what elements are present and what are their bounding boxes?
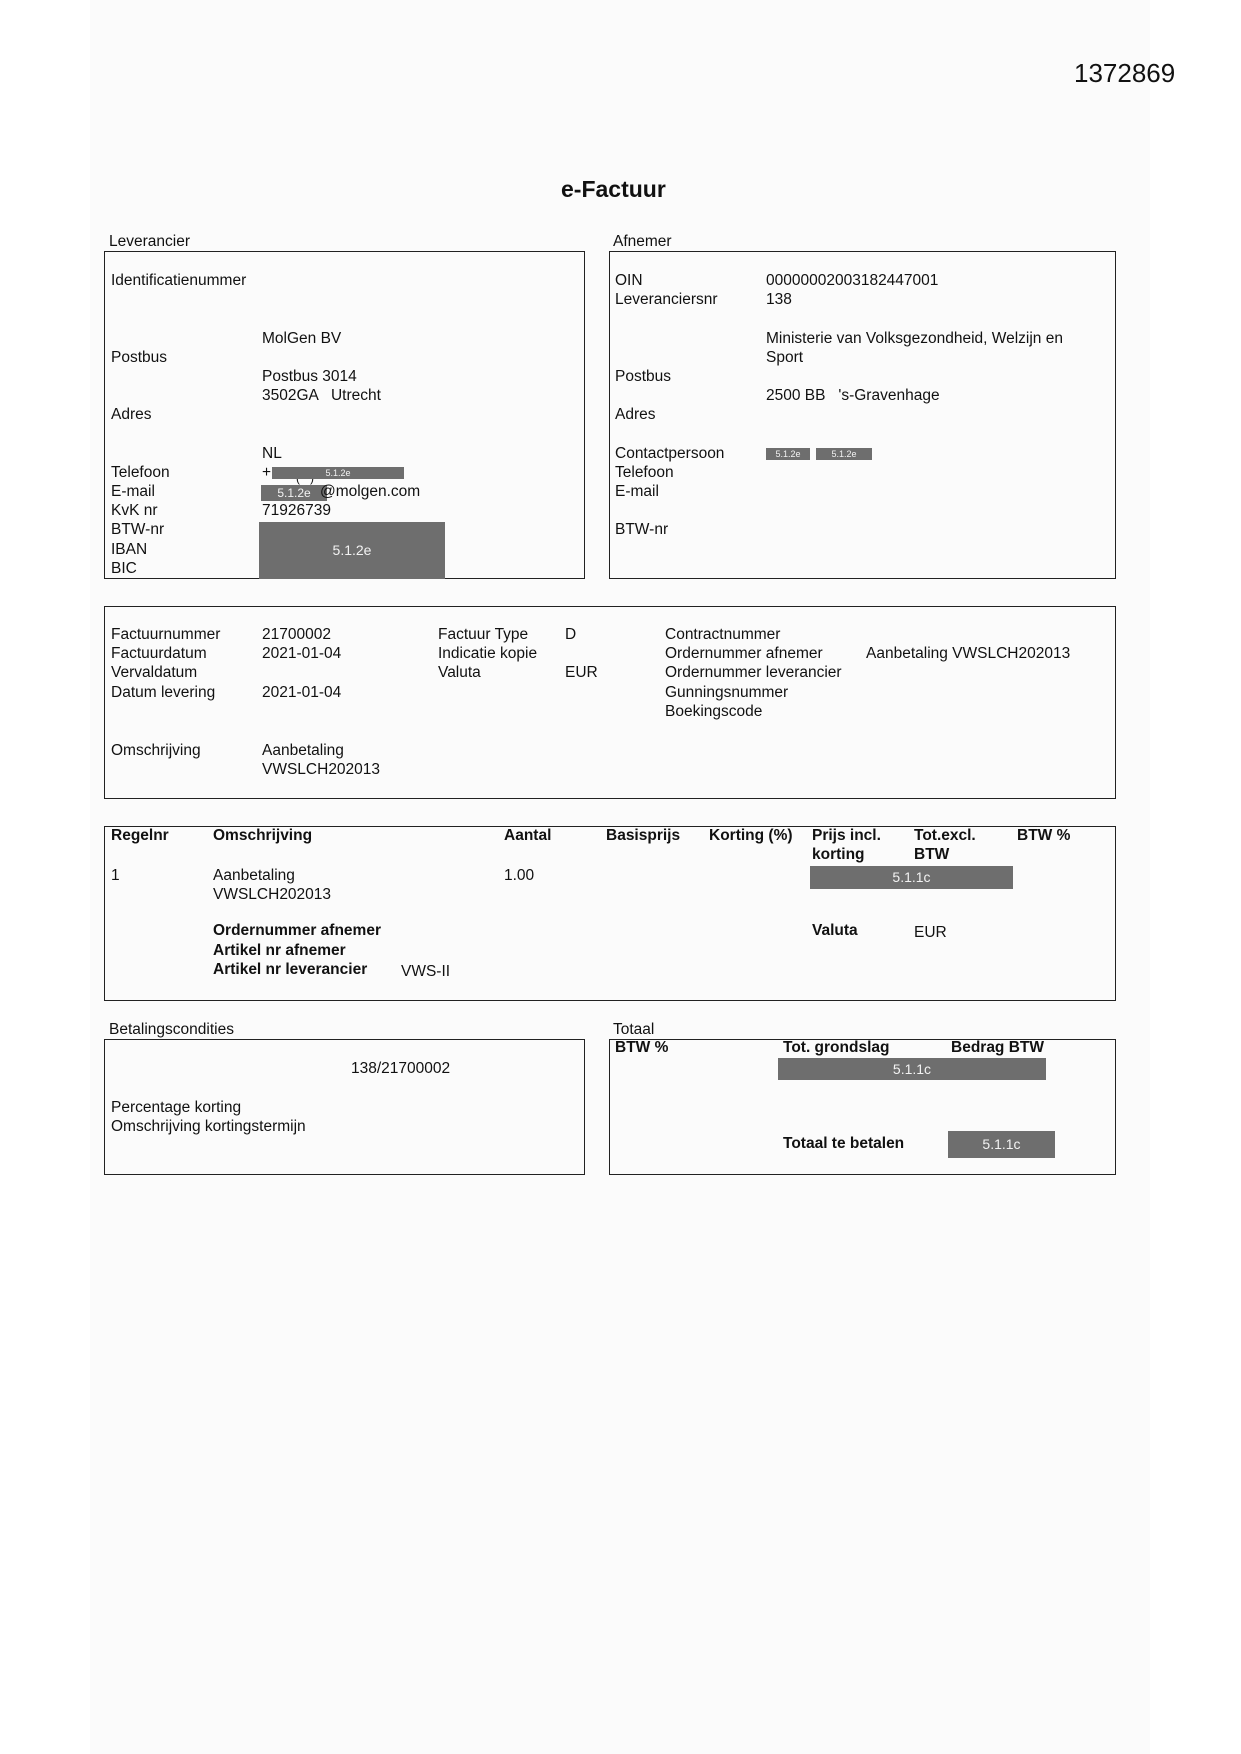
totaal-te-betalen-label: Totaal te betalen (783, 1135, 905, 1152)
postbus-label: Postbus (111, 349, 168, 366)
oin-label: OIN (615, 272, 643, 289)
artikel-leverancier-value: VWS-II (401, 963, 451, 980)
invoice-details-box (104, 606, 1116, 799)
col-prijs-line1: Prijs incl. (812, 827, 881, 844)
ordernummer-leverancier-label: Ordernummer leverancier (665, 664, 842, 681)
adres-label: Adres (111, 406, 152, 423)
redaction-bank: 5.1.2e (259, 522, 445, 579)
totaal-bedrag-header: Bedrag BTW (951, 1039, 1044, 1056)
boekingscode-label: Boekingscode (665, 703, 763, 720)
totaal-section-label: Totaal (613, 1021, 655, 1038)
document-number: 1372869 (1074, 58, 1176, 88)
identificatienummer-label: Identificatienummer (111, 272, 247, 289)
row-omschrijving-line2: VWSLCH202013 (213, 886, 332, 903)
line-valuta-label: Valuta (812, 922, 858, 939)
redaction-phone: 5.1.2e (272, 467, 404, 479)
row-omschrijving-line1: Aanbetaling (213, 867, 295, 884)
omschrijving-line1: Aanbetaling (262, 742, 344, 759)
vervaldatum-label: Vervaldatum (111, 664, 198, 681)
col-btw: BTW % (1017, 827, 1071, 844)
percentage-korting-label: Percentage korting (111, 1099, 242, 1116)
leveranciersnr-value: 138 (766, 291, 792, 308)
redaction-line-amounts: 5.1.1c (810, 866, 1013, 889)
leverancier-section-label: Leverancier (109, 233, 190, 250)
redaction-contact-1: 5.1.2e (766, 448, 810, 460)
col-totexcl-line2: BTW (914, 846, 950, 863)
afnemer-telefoon-label: Telefoon (615, 464, 674, 481)
col-omschrijving: Omschrijving (213, 827, 313, 844)
telefoon-label: Telefoon (111, 464, 170, 481)
bic-label: BIC (111, 560, 137, 577)
totaal-btw-header: BTW % (615, 1039, 669, 1056)
customer-name-line2: Sport (766, 349, 804, 366)
artikel-leverancier-label: Artikel nr leverancier (213, 961, 368, 978)
factuur-type-label: Factuur Type (438, 626, 529, 643)
redaction-totaal-te-betalen: 5.1.1c (948, 1131, 1055, 1158)
valuta-value: EUR (565, 664, 598, 681)
supplier-name: MolGen BV (262, 330, 342, 347)
ordernummer-afnemer-label-line: Ordernummer afnemer (213, 922, 381, 939)
omschrijving-label: Omschrijving (111, 742, 201, 759)
ordernummer-afnemer-value: Aanbetaling VWSLCH202013 (866, 645, 1071, 662)
line-valuta-value: EUR (914, 924, 947, 941)
artikel-afnemer-label: Artikel nr afnemer (213, 942, 346, 959)
col-aantal: Aantal (504, 827, 552, 844)
oin-value: 00000002003182447001 (766, 272, 939, 289)
afnemer-section-label: Afnemer (613, 233, 672, 250)
contactpersoon-label: Contactpersoon (615, 445, 725, 462)
kvk-label: KvK nr (111, 502, 158, 519)
iban-label: IBAN (111, 541, 148, 558)
datum-levering-label: Datum levering (111, 684, 216, 701)
row-aantal: 1.00 (504, 867, 535, 884)
telefoon-prefix: + (262, 464, 272, 481)
factuurnummer-value: 21700002 (262, 626, 331, 643)
col-totexcl-line1: Tot.excl. (914, 827, 976, 844)
totaal-grondslag-header: Tot. grondslag (783, 1039, 890, 1056)
leveranciersnr-label: Leveranciersnr (615, 291, 718, 308)
contractnummer-label: Contractnummer (665, 626, 781, 643)
valuta-label: Valuta (438, 664, 481, 681)
betalingscondities-section-label: Betalingscondities (109, 1021, 234, 1038)
customer-name-line1: Ministerie van Volksgezondheid, Welzijn en (766, 330, 1063, 347)
redaction-contact-2: 5.1.2e (816, 448, 872, 460)
factuur-type-value: D (565, 626, 577, 643)
redaction-totaal-row: 5.1.1c (778, 1058, 1046, 1080)
gunningsnummer-label: Gunningsnummer (665, 684, 789, 701)
factuurnummer-label: Factuurnummer (111, 626, 221, 643)
factuurdatum-label: Factuurdatum (111, 645, 207, 662)
indicatie-kopie-label: Indicatie kopie (438, 645, 538, 662)
afnemer-postbus-label: Postbus (615, 368, 672, 385)
ordernummer-afnemer-label: Ordernummer afnemer (665, 645, 823, 662)
page-title: e-Factuur (561, 176, 666, 202)
afnemer-adres-label: Adres (615, 406, 656, 423)
col-basisprijs: Basisprijs (606, 827, 681, 844)
redaction-email: 5.1.2e (261, 485, 327, 501)
payment-reference: 138/21700002 (351, 1060, 451, 1077)
row-regelnr: 1 (111, 867, 120, 884)
col-regelnr: Regelnr (111, 827, 169, 844)
customer-city: 2500 BB 's-Gravenhage (766, 387, 940, 404)
factuurdatum-value: 2021-01-04 (262, 645, 342, 662)
datum-levering-value: 2021-01-04 (262, 684, 342, 701)
supplier-email-domain: @molgen.com (320, 483, 421, 500)
omschrijving-kortingstermijn-label: Omschrijving kortingstermijn (111, 1118, 306, 1135)
supplier-city: 3502GA Utrecht (262, 387, 381, 404)
omschrijving-line2: VWSLCH202013 (262, 761, 381, 778)
afnemer-btw-label: BTW-nr (615, 521, 669, 538)
col-prijs-line2: korting (812, 846, 865, 863)
email-label: E-mail (111, 483, 155, 500)
afnemer-email-label: E-mail (615, 483, 659, 500)
supplier-country: NL (262, 445, 282, 462)
kvk-value: 71926739 (262, 502, 331, 519)
btw-label: BTW-nr (111, 521, 165, 538)
supplier-postbus: Postbus 3014 (262, 368, 357, 385)
col-korting: Korting (%) (709, 827, 793, 844)
